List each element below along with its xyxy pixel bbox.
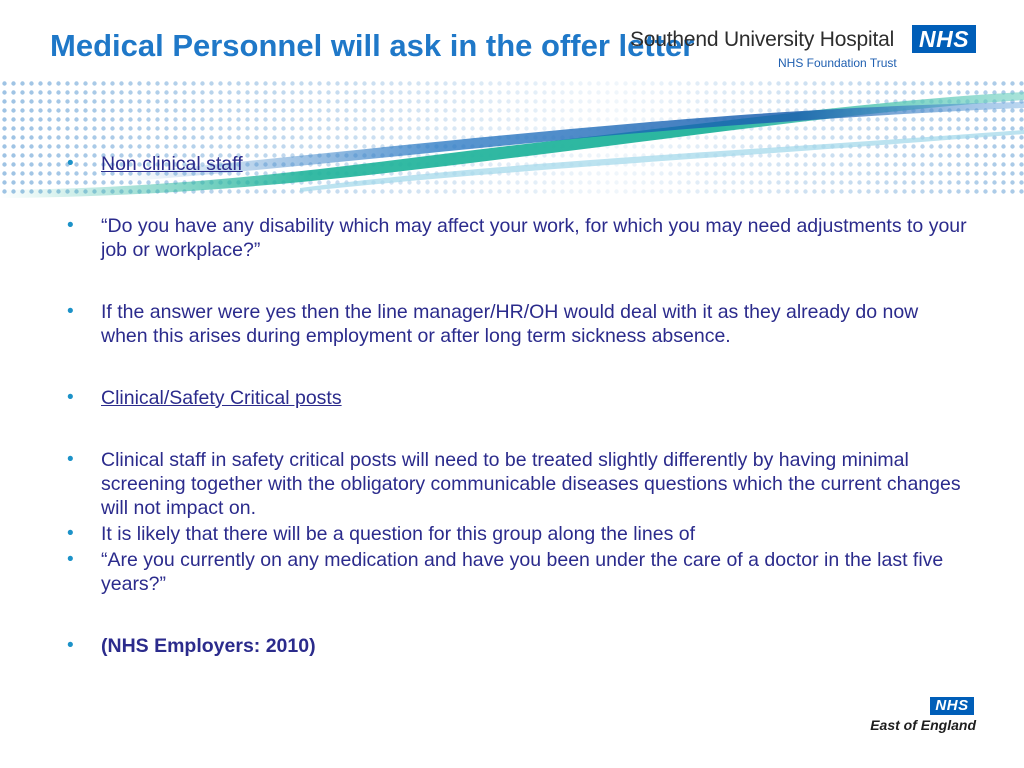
bullet-text: “Are you currently on any medication and have you been under the care of a doctor in the last five years?” xyxy=(101,549,944,595)
bullet-icon: • xyxy=(67,523,74,544)
nhs-east-of-england-logo xyxy=(868,697,978,737)
slide-title: Medical Personnel will ask in the offer letter xyxy=(50,28,695,63)
bullet-item xyxy=(60,448,970,520)
bullet-text: Non clinical staff xyxy=(101,153,243,175)
bullet-list xyxy=(60,152,970,658)
bullet-text: “Do you have any disability which may affect your work, for which you may need adjustments to your job or workplace?” xyxy=(101,215,967,261)
nhs-logo-badge: NHS xyxy=(912,25,976,53)
bullet-item xyxy=(60,634,970,658)
bullet-icon: • xyxy=(67,215,74,236)
bullet-text: Clinical/Safety Critical posts xyxy=(101,387,342,409)
bullet-item xyxy=(60,300,970,348)
nhs-logo-badge: NHS xyxy=(930,697,974,715)
bullet-item xyxy=(60,214,970,262)
bullet-text: (NHS Employers: 2010) xyxy=(101,635,316,657)
bullet-icon: • xyxy=(67,387,74,408)
bullet-icon: • xyxy=(67,635,74,656)
bullet-icon: • xyxy=(67,449,74,470)
bullet-icon: • xyxy=(67,301,74,322)
region-name: East of England xyxy=(870,717,976,733)
bullet-item xyxy=(60,386,970,410)
bullet-item xyxy=(60,522,970,546)
hospital-trust-name: NHS Foundation Trust xyxy=(778,56,897,70)
bullet-icon: • xyxy=(67,549,74,570)
bullet-text: If the answer were yes then the line manager/HR/OH would deal with it as they already do now when this arises during employment or after long term sickness absence. xyxy=(101,301,919,347)
bullet-item xyxy=(60,548,970,596)
bullet-icon: • xyxy=(67,153,74,174)
hospital-name: Southend University Hospital xyxy=(630,28,895,51)
bullet-text: Clinical staff in safety critical posts will need to be treated slightly differently by having minimal screening together with the obligatory communicable diseases questions which the current changes will not impact on. xyxy=(101,449,961,519)
bullet-item xyxy=(60,152,970,176)
hospital-logo xyxy=(630,22,980,74)
bullet-text: It is likely that there will be a question for this group along the lines of xyxy=(101,523,695,545)
